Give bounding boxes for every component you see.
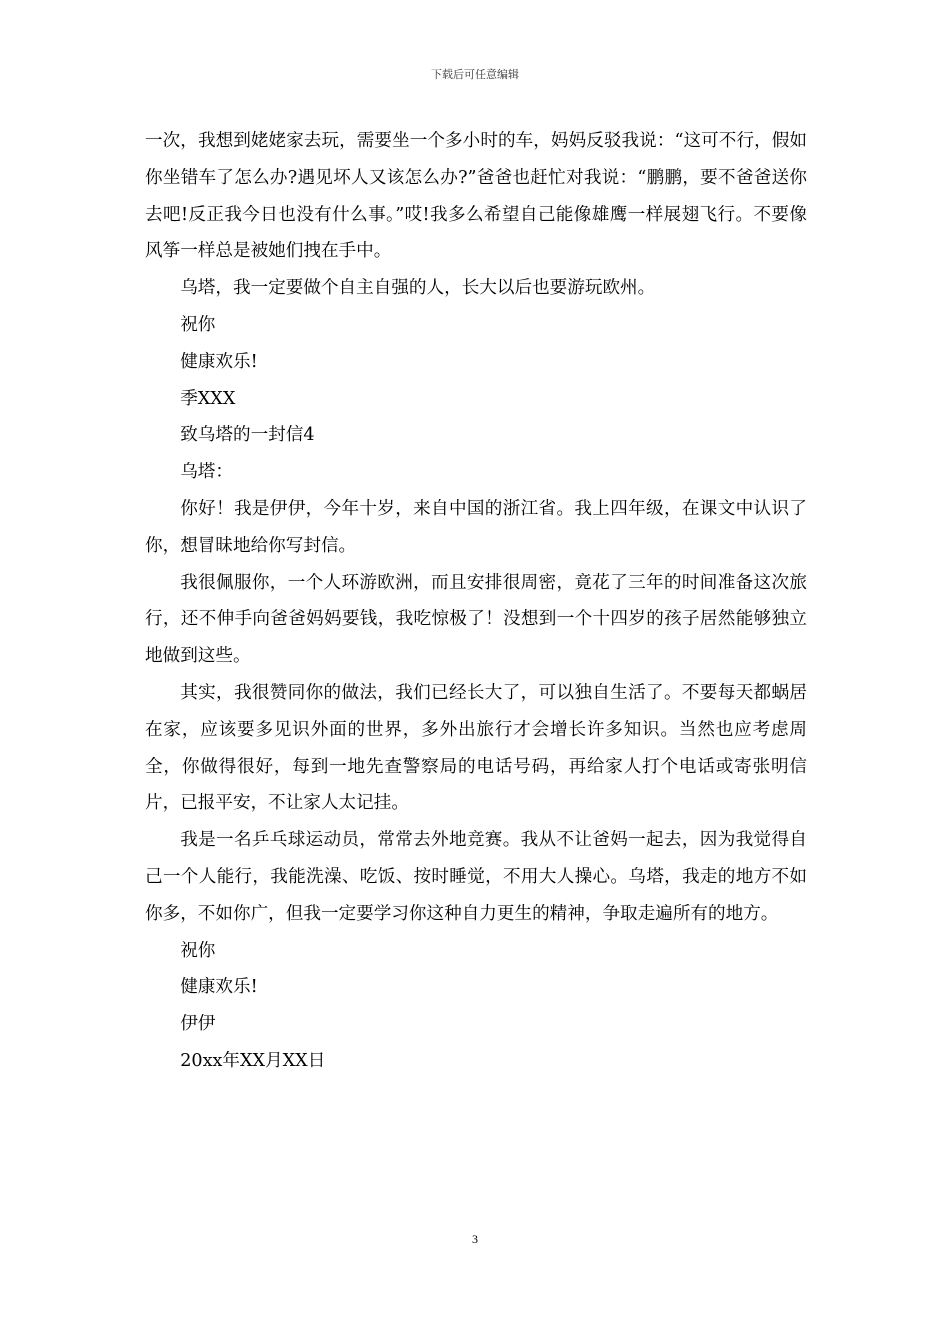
salutation: 乌塔： — [180, 462, 233, 483]
paragraph-admiration: 我很佩服你，一个人环游欧洲，而且安排很周密，竟花了三年的时间准备这次旅行，还不伸手向爸爸妈妈要钱，我吃惊极了！没想到一个十四岁的孩子居然能够独立地做到这些。 — [145, 572, 807, 667]
signature: 季XXX — [180, 388, 236, 409]
paragraph-continuation: 一次，我想到姥姥家去玩，需要坐一个多小时的车，妈妈反驳我说：“这可不行，假如你坐错车了怎么办?遇见坏人又该怎么办?”爸爸也赶忙对我说：“鹏鹏，要不爸爸送你去吧!反正我今日也没有什么事。”哎!我多么希望自己能像雄鹰一样展翅飞行。不要像风筝一样总是被她们拽在手中。 — [145, 131, 807, 262]
paragraph-self: 我是一名乒乓球运动员，常常去外地竞赛。我从不让爸妈一起去，因为我觉得自己一个人能行，我能洗澡、吃饭、按时睡觉，不用大人操心。乌塔，我走的地方不如你多，不如你广，但我一定要学习你这种自力更生的精神，争取走遍所有的地方。 — [145, 830, 807, 924]
signature: 伊伊 — [180, 1014, 216, 1035]
document-body — [145, 123, 807, 1080]
page-number: 3 — [472, 1232, 478, 1246]
closing-wish: 祝你 — [180, 940, 216, 961]
closing-wish: 祝你 — [180, 314, 216, 335]
paragraph-intro: 你好！我是伊伊，今年十岁，来自中国的浙江省。我上四年级，在课文中认识了你，想冒昧地给你写封信。 — [145, 498, 807, 556]
closing-health: 健康欢乐! — [180, 351, 258, 372]
letter-date: 20xx年XX月XX日 — [180, 1050, 326, 1071]
paragraph-resolve: 乌塔，我一定要做个自主自强的人，长大以后也要游玩欧州。 — [180, 278, 656, 299]
page-header: 下载后可任意编辑 — [431, 68, 519, 81]
paragraph-agreement: 其实，我很赞同你的做法，我们已经长大了，可以独自生活了。不要每天都蜗居在家，应该要多见识外面的世界，多外出旅行才会增长许多知识。当然也应考虑周全，你做得很好，每到一地先查警察局的电话号码，再给家人打个电话或寄张明信片，已报平安，不让家人太记挂。 — [145, 682, 807, 814]
closing-health: 健康欢乐! — [180, 977, 258, 998]
letter-title: 致乌塔的一封信4 — [180, 425, 315, 446]
